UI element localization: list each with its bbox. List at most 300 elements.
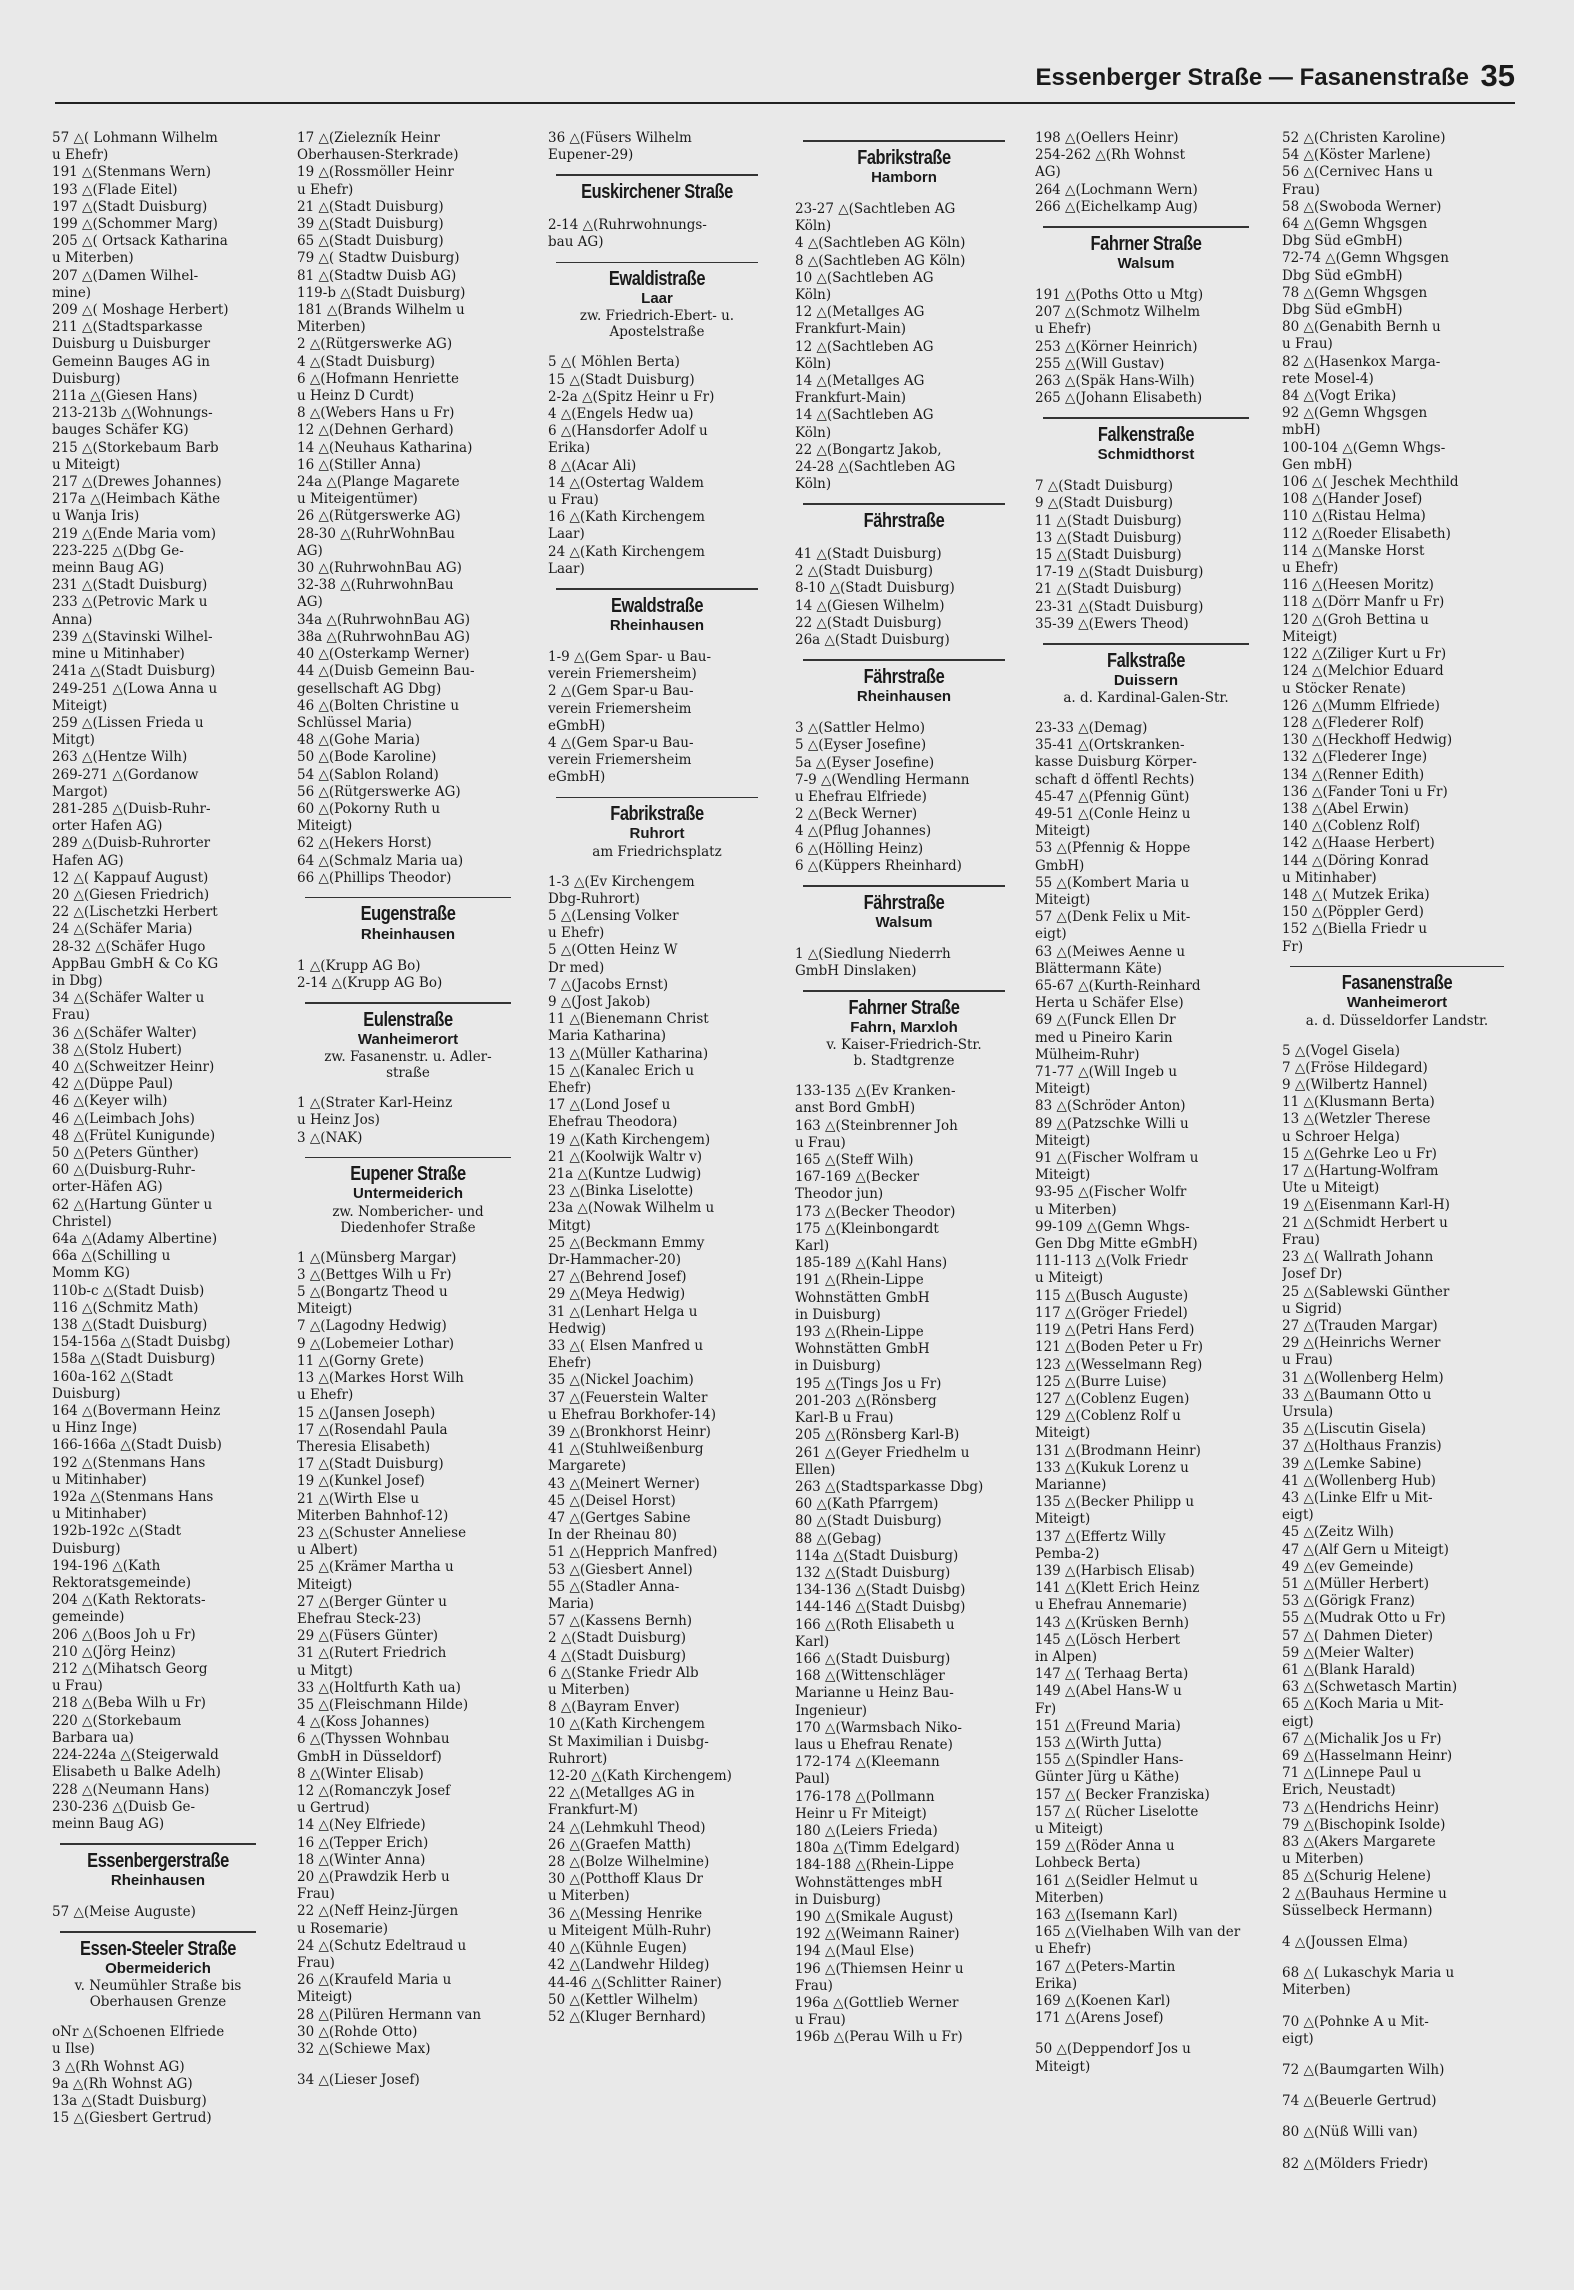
address-entry: 132 △(Stadt Duisburg) bbox=[795, 1564, 951, 1581]
address-entry: 80 △(Genabith Bernh u bbox=[1282, 319, 1441, 336]
address-entry: Lohbeck Berta) bbox=[1035, 1855, 1141, 1872]
address-entry: in Duisburg) bbox=[795, 1306, 881, 1323]
address-entry: u Sigrid) bbox=[1282, 1300, 1342, 1317]
address-entry: 144 △(Döring Konrad bbox=[1282, 852, 1429, 869]
address-entry: Miteigt) bbox=[52, 697, 108, 714]
address-entry: u Miterben) bbox=[548, 1888, 630, 1905]
address-entry: eigt) bbox=[1282, 1507, 1314, 1524]
address-entry: 31 △(Rutert Friedrich bbox=[297, 1645, 447, 1662]
district-label: Obermeiderich bbox=[105, 1959, 211, 1977]
address-entry: 48 △(Frütel Kunigunde) bbox=[52, 1127, 216, 1144]
spacer bbox=[795, 706, 1013, 720]
address-entry: Mitgt) bbox=[548, 1217, 591, 1234]
address-entry: Gen Dbg Mitte eGmbH) bbox=[1035, 1236, 1198, 1253]
address-entry: 123 △(Wesselmann Reg) bbox=[1035, 1356, 1203, 1373]
section-divider bbox=[803, 659, 1005, 661]
address-entry: 228 △(Neumann Hans) bbox=[52, 1781, 210, 1798]
address-entry: 212 △(Mihatsch Georg bbox=[52, 1661, 208, 1678]
address-entry: 80 △(Stadt Duisburg) bbox=[795, 1513, 942, 1530]
address-entry: 46 △(Leimbach Johs) bbox=[52, 1110, 195, 1127]
address-entry: Miterben Bahnhof-12) bbox=[297, 1507, 449, 1524]
address-entry: Pemba-2) bbox=[1035, 1545, 1100, 1562]
address-entry: 167 △(Peters-Martin bbox=[1035, 1958, 1176, 1975]
address-entry: 64 △(Schmalz Maria ua) bbox=[297, 852, 464, 869]
address-entry: u Wanja Iris) bbox=[52, 508, 140, 525]
column-2 bbox=[297, 130, 519, 2280]
address-entry: 136 △(Fander Toni u Fr) bbox=[1282, 783, 1448, 800]
address-entry: 3 △(NAK) bbox=[297, 1129, 363, 1146]
address-entry: eGmbH) bbox=[548, 769, 606, 786]
address-entry: 165 △(Steff Wilh) bbox=[795, 1152, 914, 1169]
address-entry: 92 △(Gemn Whgsgen bbox=[1282, 405, 1428, 422]
section-divider bbox=[556, 262, 758, 264]
address-entry: 191 △(Stenmans Wern) bbox=[52, 164, 212, 181]
address-entry: Miteigt) bbox=[297, 1576, 353, 1593]
address-entry: 207 △(Damen Wilhel- bbox=[52, 267, 199, 284]
address-entry: 91 △(Fischer Wolfram u bbox=[1035, 1150, 1199, 1167]
address-entry: 116 △(Schmitz Math) bbox=[52, 1299, 199, 1316]
address-entry: 56 △(Rütgerswerke AG) bbox=[297, 783, 461, 800]
address-entry: 191 △(Rhein-Lippe bbox=[795, 1272, 924, 1289]
address-entry: orter-Häfen AG) bbox=[52, 1179, 163, 1196]
address-entry: 45-47 △(Pfennig Günt) bbox=[1035, 788, 1190, 805]
address-entry: 45 △(Deisel Horst) bbox=[548, 1492, 676, 1509]
address-entry: 144-146 △(Stadt Duisbg) bbox=[795, 1599, 966, 1616]
street-range-note: zw. Fasanenstr. u. Adler- bbox=[324, 1049, 492, 1066]
address-entry: Schlüssel Maria) bbox=[297, 714, 412, 731]
address-entry: u Ilse) bbox=[52, 2041, 95, 2058]
address-entry: Anna) bbox=[52, 611, 93, 628]
address-entry: oNr △(Schoenen Elfriede bbox=[52, 2024, 225, 2041]
address-entry: 17-19 △(Stadt Duisburg) bbox=[1035, 564, 1204, 581]
district-label: Duissern bbox=[1113, 671, 1179, 689]
address-entry: 128 △(Flederer Rolf) bbox=[1282, 714, 1425, 731]
district-label: Rheinhausen bbox=[856, 687, 952, 705]
address-entry: 9 △(Stadt Duisburg) bbox=[1035, 495, 1174, 512]
address-entry: in Dbg) bbox=[52, 972, 103, 989]
address-entry: 141 △(Klett Erich Heinz bbox=[1035, 1580, 1200, 1597]
address-entry: 22 △(Bongartz Jakob, bbox=[795, 441, 942, 458]
address-entry: 62 △(Hekers Horst) bbox=[297, 835, 432, 852]
address-entry: 35-39 △(Ewers Theod) bbox=[1035, 615, 1189, 632]
address-entry: 110 △(Ristau Helma) bbox=[1282, 508, 1426, 525]
address-entry: 2-14 △(Krupp AG Bo) bbox=[297, 975, 443, 992]
address-entry: Erika) bbox=[548, 440, 591, 457]
address-entry: u Frau) bbox=[52, 1678, 103, 1695]
address-entry: 12 △(Dehnen Gerhard) bbox=[297, 422, 454, 439]
address-entry: 253 △(Körner Heinrich) bbox=[1035, 338, 1198, 355]
address-entry: u Miteigt) bbox=[1035, 1820, 1104, 1837]
address-entry: Miterben) bbox=[297, 319, 366, 336]
address-entry: 263 △(Späk Hans-Wilh) bbox=[1035, 372, 1195, 389]
address-entry: 180 △(Leiers Frieda) bbox=[795, 1822, 938, 1839]
address-entry: u Miterben) bbox=[1035, 1201, 1117, 1218]
address-entry: 16 △(Tepper Erich) bbox=[297, 1834, 429, 1851]
address-entry: 119 △(Petri Hans Ferd) bbox=[1035, 1322, 1195, 1339]
address-entry: 99-109 △(Gemn Whgs- bbox=[1035, 1218, 1190, 1235]
address-entry: Miteigt) bbox=[1035, 1511, 1091, 1528]
address-entry: 137 △(Effertz Willy bbox=[1035, 1528, 1166, 1545]
address-entry: 34a △(RuhrwohnBau AG) bbox=[297, 611, 471, 628]
address-entry: 60 △(Duisburg-Ruhr- bbox=[52, 1162, 196, 1179]
address-entry: 59 △(Meier Walter) bbox=[1282, 1644, 1415, 1661]
address-entry: 73 △(Hendrichs Heinr) bbox=[1282, 1799, 1439, 1816]
address-entry: 2-14 △(Ruhrwohnungs- bbox=[548, 217, 707, 234]
address-entry: 56 △(Cernivec Hans u bbox=[1282, 164, 1433, 181]
address-entry: 25 △(Krämer Martha u bbox=[297, 1559, 454, 1576]
section-divider bbox=[803, 503, 1005, 505]
address-entry: mine) bbox=[52, 284, 92, 301]
address-entry: 13a △(Stadt Duisburg) bbox=[52, 2092, 207, 2109]
address-entry: Karl) bbox=[795, 1633, 830, 1650]
address-entry: 11 △(Gorny Grete) bbox=[297, 1352, 425, 1369]
street-range-note: v. Kaiser-Friedrich-Str. bbox=[826, 1037, 982, 1054]
address-entry: 2 △(Stadt Duisburg) bbox=[795, 563, 934, 580]
address-entry: 34 △(Schäfer Walter u bbox=[52, 990, 205, 1007]
address-entry: 57 △(Denk Felix u Mit- bbox=[1035, 909, 1191, 926]
address-entry: 6 △(Stanke Friedr Alb bbox=[548, 1664, 699, 1681]
address-entry: 121 △(Boden Peter u Fr) bbox=[1035, 1339, 1204, 1356]
address-entry: u Miterben) bbox=[548, 1682, 630, 1699]
section-divider bbox=[1290, 966, 1504, 968]
address-entry: 27 △(Berger Günter u bbox=[297, 1593, 447, 1610]
address-entry: GmbH) bbox=[1035, 857, 1085, 874]
address-entry: 254-262 △(Rh Wohnst bbox=[1035, 147, 1186, 164]
address-entry: 192a △(Stenmans Hans bbox=[52, 1489, 214, 1506]
address-entry: 1-9 △(Gem Spar- u Bau- bbox=[548, 648, 712, 665]
address-entry: 17 △(Lond Josef u bbox=[548, 1097, 671, 1114]
address-entry: 147 △( Terhaag Berta) bbox=[1035, 1666, 1189, 1683]
district-label: Schmidthorst bbox=[1097, 446, 1195, 464]
spacer bbox=[297, 1236, 519, 1250]
spacer bbox=[1282, 2142, 1512, 2156]
address-entry: 8 △(Winter Elisab) bbox=[297, 1765, 424, 1782]
address-entry: 40 △(Kühnle Eugen) bbox=[548, 1940, 687, 1957]
address-entry: 14 △(Giesen Wilhelm) bbox=[795, 597, 945, 614]
address-entry: bauges Schäfer KG) bbox=[52, 422, 189, 439]
address-entry: 21 △(Stadt Duisburg) bbox=[297, 198, 444, 215]
address-entry: 34 △(Lieser Josef) bbox=[297, 2072, 420, 2089]
address-entry: 207 △(Schmotz Wilhelm bbox=[1035, 304, 1201, 321]
address-entry: 23 △( Wallrath Johann bbox=[1282, 1249, 1434, 1266]
street-heading: Eulenstraße bbox=[363, 1008, 453, 1031]
address-entry: 22 △(Stadt Duisburg) bbox=[795, 614, 942, 631]
address-entry: 7-9 △(Wendling Hermann bbox=[795, 771, 970, 788]
address-entry: Ellen) bbox=[795, 1461, 836, 1478]
street-heading: Eugenstraße bbox=[360, 903, 456, 926]
address-entry: verein Friemersheim bbox=[548, 700, 692, 717]
spacer bbox=[1282, 2048, 1512, 2062]
address-entry: 133 △(Kukuk Lorenz u bbox=[1035, 1459, 1189, 1476]
address-entry: 241a △(Stadt Duisburg) bbox=[52, 663, 216, 680]
address-entry: 79 △( Stadtw Duisburg) bbox=[297, 250, 460, 267]
address-entry: u Ehefr) bbox=[1282, 560, 1339, 577]
address-entry: Frau) bbox=[1282, 1231, 1320, 1248]
address-entry: mine u Mitinhaber) bbox=[52, 646, 185, 663]
address-entry: 33 △(Baumann Otto u bbox=[1282, 1386, 1432, 1403]
address-entry: AppBau GmbH & Co KG bbox=[52, 955, 219, 972]
district-label: Walsum bbox=[1117, 254, 1175, 272]
section-divider bbox=[803, 885, 1005, 887]
address-entry: 160a-162 △(Stadt bbox=[52, 1368, 173, 1385]
address-entry: 185-189 △(Kahl Hans) bbox=[795, 1255, 948, 1272]
address-entry: 190 △(Smikale August) bbox=[795, 1908, 954, 1925]
address-entry: Miteigt) bbox=[1035, 892, 1091, 909]
address-entry: Ehefrau Steck-23) bbox=[297, 1610, 422, 1627]
address-entry: 165 △(Vielhaben Wilh van der bbox=[1035, 1924, 1241, 1941]
address-entry: Miteigt) bbox=[1035, 2058, 1091, 2075]
address-entry: u Miteigt) bbox=[1035, 1270, 1104, 1287]
page-number: 35 bbox=[1480, 58, 1515, 93]
spacer bbox=[795, 932, 1013, 946]
address-entry: 12 △( Kappauf August) bbox=[52, 869, 209, 886]
street-heading: Fährstraße bbox=[863, 665, 945, 688]
address-entry: 266 △(Eichelkamp Aug) bbox=[1035, 198, 1198, 215]
address-entry: Frau) bbox=[297, 1955, 335, 1971]
address-entry: 6 △(Küppers Rheinhard) bbox=[795, 857, 962, 874]
address-entry: u Miteigt) bbox=[52, 456, 121, 473]
address-entry: Miteigt) bbox=[297, 818, 353, 835]
address-entry: 30 △(Rohde Otto) bbox=[297, 2023, 418, 2040]
address-entry: 60 △(Kath Pfarrgem) bbox=[795, 1496, 939, 1513]
address-entry: 28 △(Bolze Wilhelmine) bbox=[548, 1854, 710, 1871]
address-entry: 193 △(Flade Eitel) bbox=[52, 181, 178, 198]
address-entry: 22 △(Lischetzki Herbert bbox=[52, 904, 218, 921]
address-entry: 5 △(Bongartz Theod u bbox=[297, 1284, 448, 1301]
address-entry: 33 △(Holtfurth Kath ua) bbox=[297, 1679, 461, 1696]
address-entry: 57 △(Meise Auguste) bbox=[52, 1904, 196, 1921]
spacer bbox=[297, 1081, 519, 1095]
address-entry: 169 △(Koenen Karl) bbox=[1035, 1993, 1171, 2010]
address-entry: 6 △(Hansdorfer Adolf u bbox=[548, 423, 708, 440]
address-entry: Dbg Süd eGmbH) bbox=[1282, 302, 1403, 319]
address-entry: 122 △(Ziliger Kurt u Fr) bbox=[1282, 646, 1447, 663]
address-entry: Elisabeth u Balke Adelh) bbox=[52, 1764, 221, 1781]
address-entry: 7 △(Fröse Hildegard) bbox=[1282, 1059, 1428, 1076]
street-heading: Euskirchener Straße bbox=[581, 180, 733, 203]
address-entry: 62 △(Hartung Günter u bbox=[52, 1196, 213, 1213]
address-entry: 10 △(Sachtleben AG bbox=[795, 269, 934, 286]
address-entry: in Alpen) bbox=[1035, 1648, 1097, 1665]
address-entry: 35 △(Nickel Joachim) bbox=[548, 1372, 694, 1389]
address-entry: 3 △(Rh Wohnst AG) bbox=[52, 2058, 185, 2075]
spacer bbox=[1282, 2079, 1512, 2093]
address-entry: 218 △(Beba Wilh u Fr) bbox=[52, 1695, 206, 1712]
section-divider bbox=[556, 174, 758, 176]
address-entry: 14 △(Ostertag Waldem bbox=[548, 474, 704, 491]
address-entry: 2 △(Bauhaus Hermine u bbox=[1282, 1885, 1447, 1902]
address-entry: 69 △(Funck Ellen Dr bbox=[1035, 1012, 1176, 1029]
spacer bbox=[1035, 464, 1257, 478]
address-entry: 64 △(Gemn Whgsgen bbox=[1282, 216, 1428, 233]
address-entry: 151 △(Freund Maria) bbox=[1035, 1717, 1181, 1734]
street-heading: Falkenstraße bbox=[1097, 423, 1195, 446]
address-entry: 22 △(Metallges AG in bbox=[548, 1785, 695, 1802]
address-entry: 52 △(Christen Karoline) bbox=[1282, 130, 1446, 146]
address-entry: 23-33 △(Demag) bbox=[1035, 719, 1148, 736]
address-entry: 170 △(Warmsbach Niko- bbox=[795, 1719, 962, 1736]
address-entry: Wohnstätten GmbH bbox=[795, 1289, 930, 1306]
address-entry: 57 △( Lohmann Wilhelm bbox=[52, 130, 218, 146]
address-entry: 163 △(Steinbrenner Joh bbox=[795, 1117, 958, 1134]
address-entry: 116 △(Heesen Moritz) bbox=[1282, 577, 1434, 594]
street-heading: Fabrikstraße bbox=[857, 146, 951, 169]
address-entry: 50 △(Deppendorf Jos u bbox=[1035, 2041, 1191, 2058]
address-entry: 206 △(Boos Joh u Fr) bbox=[52, 1626, 196, 1643]
address-entry: 217 △(Drewes Johannes) bbox=[52, 474, 222, 491]
address-entry: 133-135 △(Ev Kranken- bbox=[795, 1083, 956, 1100]
address-entry: 3 △(Sattler Helmo) bbox=[795, 720, 926, 737]
address-entry: 45 △(Zeitz Wilh) bbox=[1282, 1524, 1394, 1541]
address-entry: 8 △(Sachtleben AG Köln) bbox=[795, 252, 966, 269]
address-entry: 20 △(Giesen Friedrich) bbox=[52, 886, 210, 903]
address-entry: Momm KG) bbox=[52, 1265, 130, 1282]
address-entry: GmbH Dinslaken) bbox=[795, 963, 917, 980]
address-entry: Duisburg u Duisburger bbox=[52, 336, 211, 353]
address-entry: 31 △(Wollenberg Helm) bbox=[1282, 1369, 1444, 1386]
address-entry: GmbH in Düsseldorf) bbox=[297, 1748, 442, 1765]
address-entry: 54 △(Köster Marlene) bbox=[1282, 147, 1431, 164]
address-entry: 55 △(Kombert Maria u bbox=[1035, 874, 1190, 891]
address-entry: Süsselbeck Hermann) bbox=[1282, 1902, 1433, 1919]
address-entry: 41 △(Stuhlweißenburg bbox=[548, 1441, 704, 1458]
address-entry: Miterben) bbox=[1035, 1889, 1104, 1906]
address-entry: 155 △(Spindler Hans- bbox=[1035, 1752, 1184, 1769]
address-entry: 115 △(Busch Auguste) bbox=[1035, 1287, 1189, 1304]
spacer bbox=[1035, 706, 1257, 720]
column-6 bbox=[1282, 130, 1512, 2280]
address-entry: 29 △(Heinrichs Werner bbox=[1282, 1335, 1441, 1352]
section-divider bbox=[305, 897, 511, 899]
address-entry: 164 △(Bovermann Heinz bbox=[52, 1403, 221, 1420]
section-divider bbox=[60, 1931, 256, 1933]
address-entry: 173 △(Becker Theodor) bbox=[795, 1203, 956, 1220]
address-entry: 39 △(Bronkhorst Heinr) bbox=[548, 1424, 711, 1440]
address-entry: 166 △(Stadt Duisburg) bbox=[795, 1650, 951, 1667]
address-entry: 8 △(Webers Hans u Fr) bbox=[297, 405, 455, 422]
address-entry: 29 △(Meya Hedwig) bbox=[548, 1286, 686, 1303]
address-entry: Fr) bbox=[1282, 938, 1304, 955]
address-entry: 265 △(Johann Elisabeth) bbox=[1035, 390, 1203, 407]
address-entry: 192 △(Weimann Rainer) bbox=[795, 1926, 960, 1943]
district-label: Laar bbox=[641, 290, 673, 308]
address-entry: Ehefrau Theodora) bbox=[548, 1114, 678, 1131]
address-entry: 220 △(Storkebaum bbox=[52, 1712, 182, 1729]
address-entry: Josef Dr) bbox=[1282, 1266, 1343, 1283]
street-heading: Fährstraße bbox=[863, 509, 945, 532]
address-entry: 194 △(Maul Else) bbox=[795, 1943, 915, 1960]
address-entry: 129 △(Coblenz Rolf u bbox=[1035, 1408, 1181, 1425]
address-entry: Laar) bbox=[548, 526, 585, 543]
address-entry: 140 △(Coblenz Rolf) bbox=[1282, 818, 1421, 835]
district-label: Rheinhausen bbox=[110, 1871, 206, 1889]
address-entry: Miteigt) bbox=[1035, 1132, 1091, 1149]
address-entry: u Ehefr) bbox=[548, 925, 605, 942]
address-entry: 85 △(Schurig Helene) bbox=[1282, 1868, 1432, 1885]
address-entry: 153 △(Wirth Jutta) bbox=[1035, 1734, 1162, 1751]
address-entry: 66 △(Phillips Theodor) bbox=[297, 869, 452, 886]
address-entry: u Frau) bbox=[548, 492, 599, 509]
spacer bbox=[52, 2010, 264, 2024]
district-label: Walsum bbox=[875, 913, 933, 931]
address-entry: 44 △(Duisb Gemeinn Bau- bbox=[297, 663, 475, 680]
street-range-note: zw. Nombericher- und bbox=[332, 1203, 484, 1220]
address-entry: eigt) bbox=[1035, 926, 1067, 943]
address-entry: Christel) bbox=[52, 1213, 112, 1230]
address-entry: u Heinz D Curdt) bbox=[297, 388, 415, 405]
address-entry: 171 △(Arens Josef) bbox=[1035, 2010, 1164, 2027]
address-entry: 57 △(Kassens Bernh) bbox=[548, 1613, 693, 1630]
address-entry: 249-251 △(Lowa Anna u bbox=[52, 680, 218, 697]
address-entry: 32 △(Schiewe Max) bbox=[297, 2041, 431, 2058]
address-entry: 40 △(Schweitzer Heinr) bbox=[52, 1058, 215, 1075]
address-entry: 217a △(Heimbach Käthe bbox=[52, 491, 221, 508]
spacer bbox=[297, 944, 519, 958]
address-entry: Gemeinn Bauges AG in bbox=[52, 353, 210, 370]
address-entry: Theresia Elisabeth) bbox=[297, 1438, 431, 1455]
address-entry: 65 △(Stadt Duisburg) bbox=[297, 233, 444, 250]
address-entry: in Duisburg) bbox=[795, 1358, 881, 1375]
address-entry: 36 △(Schäfer Walter) bbox=[52, 1024, 197, 1041]
spacer bbox=[1282, 2000, 1512, 2014]
address-entry: 5 △(Lensing Volker bbox=[548, 907, 679, 924]
header-divider bbox=[55, 102, 1515, 104]
street-range-note: Oberhausen Grenze bbox=[89, 1994, 227, 2011]
spacer bbox=[548, 340, 766, 354]
address-entry: 10 △(Kath Kirchengem bbox=[548, 1716, 705, 1733]
address-entry: 138 △(Stadt Duisburg) bbox=[52, 1317, 208, 1334]
address-entry: eigt) bbox=[1282, 1713, 1314, 1730]
column-1 bbox=[52, 130, 264, 2280]
address-entry: 50 △(Peters Günther) bbox=[52, 1144, 199, 1161]
address-entry: 211 △(Stadtsparkasse bbox=[52, 319, 203, 336]
address-entry: Duisburg) bbox=[52, 1385, 121, 1402]
address-entry: verein Friemersheim bbox=[548, 752, 692, 769]
address-entry: verein Friemersheim) bbox=[548, 666, 697, 683]
spacer bbox=[52, 1890, 264, 1904]
address-entry: Maria) bbox=[548, 1596, 594, 1613]
address-entry: 148 △( Mutzek Erika) bbox=[1282, 886, 1430, 903]
address-entry: 11 △(Klusmann Berta) bbox=[1282, 1094, 1435, 1111]
address-entry: 25 △(Sablewski Günther bbox=[1282, 1283, 1450, 1300]
address-entry: 224-224a △(Steigerwald bbox=[52, 1747, 219, 1764]
address-entry: eigt) bbox=[1282, 2030, 1314, 2047]
address-entry: u Ehefrau Annemarie) bbox=[1035, 1597, 1188, 1614]
section-divider bbox=[1043, 226, 1249, 228]
address-entry: 83 △(Akers Margarete bbox=[1282, 1834, 1436, 1850]
address-entry: 215 △(Storkebaum Barb bbox=[52, 439, 219, 456]
address-entry: 55 △(Stadler Anna- bbox=[548, 1578, 680, 1595]
address-entry: 150 △(Pöppler Gerd) bbox=[1282, 904, 1424, 921]
address-entry: Laar) bbox=[548, 560, 585, 577]
address-entry: 36 △(Füsers Wilhelm bbox=[548, 130, 692, 146]
address-entry: 159 △(Röder Anna u bbox=[1035, 1838, 1175, 1855]
address-entry: 17 △(Hartung-Wolfram bbox=[1282, 1163, 1439, 1180]
address-entry: u Mitinhaber) bbox=[52, 1506, 147, 1523]
address-entry: 223-225 △(Dbg Ge- bbox=[52, 542, 184, 559]
spacer bbox=[795, 187, 1013, 201]
address-entry: 81 △(Stadtw Duisb AG) bbox=[297, 267, 457, 284]
address-entry: 1 △(Siedlung Niederrh bbox=[795, 945, 951, 962]
address-entry: 131 △(Brodmann Heinr) bbox=[1035, 1442, 1201, 1459]
address-entry: gesellschaft AG Dbg) bbox=[297, 680, 442, 697]
address-entry: u Ehefr) bbox=[297, 181, 354, 198]
address-entry: 48 △(Gohe Maria) bbox=[297, 732, 420, 749]
address-entry: 23 △(Binka Liselotte) bbox=[548, 1183, 694, 1200]
address-entry: 43 △(Linke Elfr u Mit- bbox=[1282, 1489, 1433, 1506]
address-entry: 6 △(Hölling Heinz) bbox=[795, 840, 924, 857]
address-entry: 100-104 △(Gemn Whgs- bbox=[1282, 439, 1446, 456]
